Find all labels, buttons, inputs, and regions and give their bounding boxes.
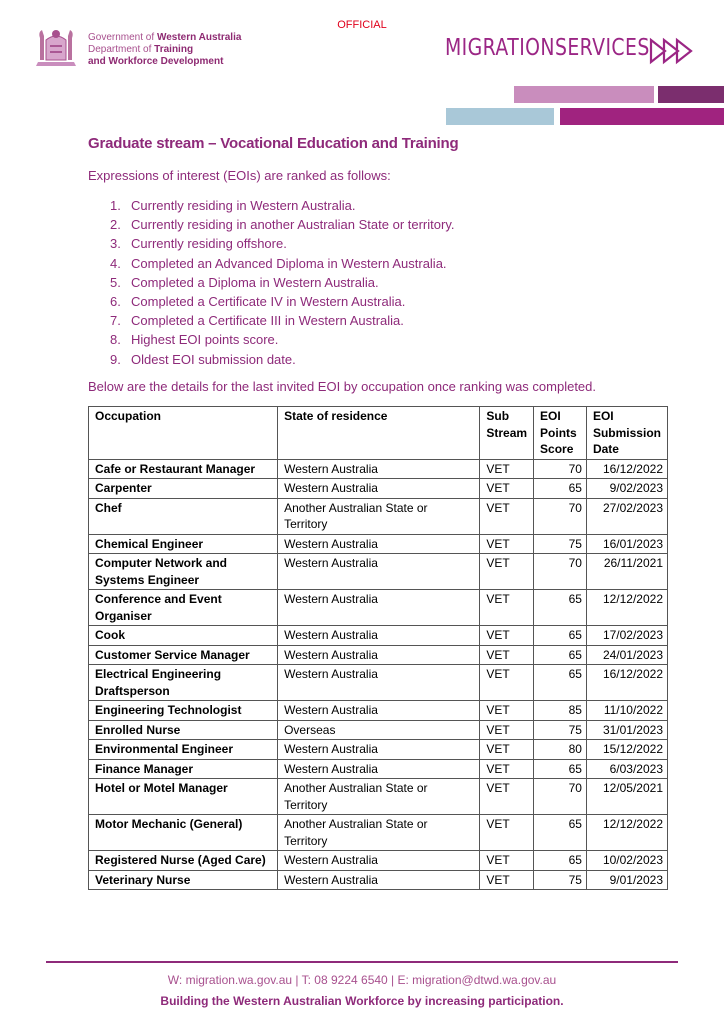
cell-state: Overseas <box>278 720 480 740</box>
brand-part2: SERVICES <box>554 35 650 61</box>
cell-date: 12/05/2021 <box>586 779 667 815</box>
cell-points: 70 <box>534 498 587 534</box>
chevron-arrows-icon <box>649 36 697 66</box>
table-row <box>89 701 668 721</box>
decor-bar-magenta <box>560 108 724 125</box>
cell-occupation: Veterinary Nurse <box>89 870 278 890</box>
list-item: 1. Currently residing in Western Australia. <box>110 198 356 213</box>
cell-occupation: Enrolled Nurse <box>89 720 278 740</box>
cell-occupation: Motor Mechanic (General) <box>89 815 278 851</box>
cell-sub-stream: VET <box>480 626 534 646</box>
cell-state: Western Australia <box>278 590 480 626</box>
cell-points: 65 <box>534 815 587 851</box>
cell-points: 65 <box>534 851 587 871</box>
cell-points: 65 <box>534 665 587 701</box>
cell-occupation: Environmental Engineer <box>89 740 278 760</box>
list-item: 9. Oldest EOI submission date. <box>110 351 296 367</box>
cell-sub-stream: VET <box>480 554 534 590</box>
cell-state: Western Australia <box>278 554 480 590</box>
cell-state: Western Australia <box>278 851 480 871</box>
table-intro: Below are the details for the last invited EOI by occupation once ranking was completed. <box>88 379 597 394</box>
table-row <box>89 815 668 851</box>
cell-date: 12/12/2022 <box>586 590 667 626</box>
list-item: 6. Completed a Certificate IV in Western Australia. <box>110 293 406 309</box>
cell-state: Western Australia <box>278 534 480 554</box>
table-row <box>89 626 668 646</box>
gov-line3-strong: and Workforce Development <box>88 56 224 67</box>
header-points: EOI Points Score <box>534 407 587 460</box>
cell-date: 9/01/2023 <box>586 870 667 890</box>
list-item: 5. Completed a Diploma in Western Australia. <box>110 274 379 290</box>
cell-points: 65 <box>534 479 587 499</box>
cell-occupation: Hotel or Motel Manager <box>89 779 278 815</box>
cell-points: 75 <box>534 720 587 740</box>
table-row <box>89 759 668 779</box>
gov-line1-strong: Western Australia <box>156 32 242 43</box>
cell-sub-stream: VET <box>480 851 534 871</box>
cell-occupation: Cafe or Restaurant Manager <box>89 459 278 479</box>
table-header-row <box>89 407 668 460</box>
cell-state: Another Australian State or Territory <box>278 779 480 815</box>
list-item: 7. Completed a Certificate III in Western Australia. <box>110 313 404 329</box>
cell-date: 27/02/2023 <box>586 498 667 534</box>
cell-date: 15/12/2022 <box>586 740 667 760</box>
footer-tagline: Building the Western Australian Workforce by increasing participation. <box>160 994 564 1008</box>
cell-sub-stream: VET <box>480 759 534 779</box>
cell-state: Western Australia <box>278 759 480 779</box>
cell-sub-stream: VET <box>480 645 534 665</box>
ranking-list <box>110 196 454 369</box>
cell-occupation: Customer Service Manager <box>89 645 278 665</box>
cell-occupation: Chef <box>89 498 278 534</box>
cell-points: 65 <box>534 590 587 626</box>
decor-bar-blue <box>446 108 554 125</box>
cell-date: 12/12/2022 <box>586 815 667 851</box>
footer-contact: W: migration.wa.gov.au | T: 08 9224 6540 | E: migration@dtwd.wa.gov.au <box>167 973 557 987</box>
cell-points: 70 <box>534 779 587 815</box>
cell-state: Western Australia <box>278 740 480 760</box>
cell-state: Western Australia <box>278 870 480 890</box>
cell-occupation: Registered Nurse (Aged Care) <box>89 851 278 871</box>
cell-occupation: Engineering Technologist <box>89 701 278 721</box>
wa-crest-icon <box>28 26 84 70</box>
cell-date: 6/03/2023 <box>586 759 667 779</box>
decor-bar-pink <box>514 86 654 103</box>
gov-line2-strong: Training <box>154 44 194 55</box>
cell-date: 16/12/2022 <box>586 665 667 701</box>
cell-state: Western Australia <box>278 665 480 701</box>
cell-occupation: Cook <box>89 626 278 646</box>
table-row <box>89 479 668 499</box>
cell-sub-stream: VET <box>480 590 534 626</box>
page-title: Graduate stream – Vocational Education and Training <box>88 135 459 152</box>
cell-date: 16/01/2023 <box>586 534 667 554</box>
cell-state: Western Australia <box>278 626 480 646</box>
migration-services-logo <box>445 34 697 68</box>
gov-line2-prefix: Department of <box>88 44 152 55</box>
cell-occupation: Computer Network and Systems Engineer <box>89 554 278 590</box>
header-state: State of residence <box>278 407 480 460</box>
table-row <box>89 740 668 760</box>
cell-occupation: Finance Manager <box>89 759 278 779</box>
cell-sub-stream: VET <box>480 740 534 760</box>
list-item: 3. Currently residing offshore. <box>110 236 287 252</box>
table-row <box>89 459 668 479</box>
cell-points: 80 <box>534 740 587 760</box>
cell-date: 11/10/2022 <box>586 701 667 721</box>
cell-date: 10/02/2023 <box>586 851 667 871</box>
classification-label: OFFICIAL <box>337 19 387 31</box>
cell-sub-stream: VET <box>480 815 534 851</box>
list-item: 8. Highest EOI points score. <box>110 332 279 348</box>
gov-line1-prefix: Government of <box>88 32 155 43</box>
cell-sub-stream: VET <box>480 720 534 740</box>
cell-date: 17/02/2023 <box>586 626 667 646</box>
cell-points: 70 <box>534 554 587 590</box>
list-item: 2. Currently residing in another Australian State or territory. <box>110 217 455 233</box>
eoi-table <box>88 406 668 890</box>
cell-points: 65 <box>534 759 587 779</box>
cell-sub-stream: VET <box>480 701 534 721</box>
cell-occupation: Conference and Event Organiser <box>89 590 278 626</box>
cell-sub-stream: VET <box>480 459 534 479</box>
table-row <box>89 590 668 626</box>
cell-sub-stream: VET <box>480 498 534 534</box>
footer-divider <box>46 961 678 963</box>
cell-occupation: Electrical Engineering Draftsperson <box>89 665 278 701</box>
header-occupation: Occupation <box>89 407 278 460</box>
table-row <box>89 498 668 534</box>
header-sub-stream: Sub Stream <box>480 407 534 460</box>
header-date: EOI Submission Date <box>586 407 667 460</box>
cell-points: 70 <box>534 459 587 479</box>
cell-state: Western Australia <box>278 645 480 665</box>
table-row <box>89 779 668 815</box>
cell-state: Another Australian State or Territory <box>278 498 480 534</box>
cell-occupation: Carpenter <box>89 479 278 499</box>
cell-state: Another Australian State or Territory <box>278 815 480 851</box>
cell-date: 26/11/2021 <box>586 554 667 590</box>
cell-date: 24/01/2023 <box>586 645 667 665</box>
decor-bar-plum <box>658 86 724 103</box>
table-row <box>89 645 668 665</box>
cell-sub-stream: VET <box>480 534 534 554</box>
cell-sub-stream: VET <box>480 479 534 499</box>
cell-date: 9/02/2023 <box>586 479 667 499</box>
ranking-intro: Expressions of interest (EOIs) are ranked as follows: <box>88 168 391 183</box>
cell-date: 31/01/2023 <box>586 720 667 740</box>
cell-state: Western Australia <box>278 459 480 479</box>
table-row <box>89 665 668 701</box>
government-logo <box>28 26 278 72</box>
cell-occupation: Chemical Engineer <box>89 534 278 554</box>
cell-state: Western Australia <box>278 479 480 499</box>
brand-part1: MIGRATION <box>445 35 555 61</box>
table-row <box>89 720 668 740</box>
table-row <box>89 851 668 871</box>
table-row <box>89 554 668 590</box>
table-row <box>89 534 668 554</box>
cell-points: 75 <box>534 870 587 890</box>
cell-points: 65 <box>534 645 587 665</box>
table-row <box>89 870 668 890</box>
cell-points: 85 <box>534 701 587 721</box>
cell-points: 75 <box>534 534 587 554</box>
cell-state: Western Australia <box>278 701 480 721</box>
cell-sub-stream: VET <box>480 779 534 815</box>
cell-sub-stream: VET <box>480 870 534 890</box>
cell-date: 16/12/2022 <box>586 459 667 479</box>
cell-points: 65 <box>534 626 587 646</box>
cell-sub-stream: VET <box>480 665 534 701</box>
list-item: 4. Completed an Advanced Diploma in Western Australia. <box>110 255 447 271</box>
